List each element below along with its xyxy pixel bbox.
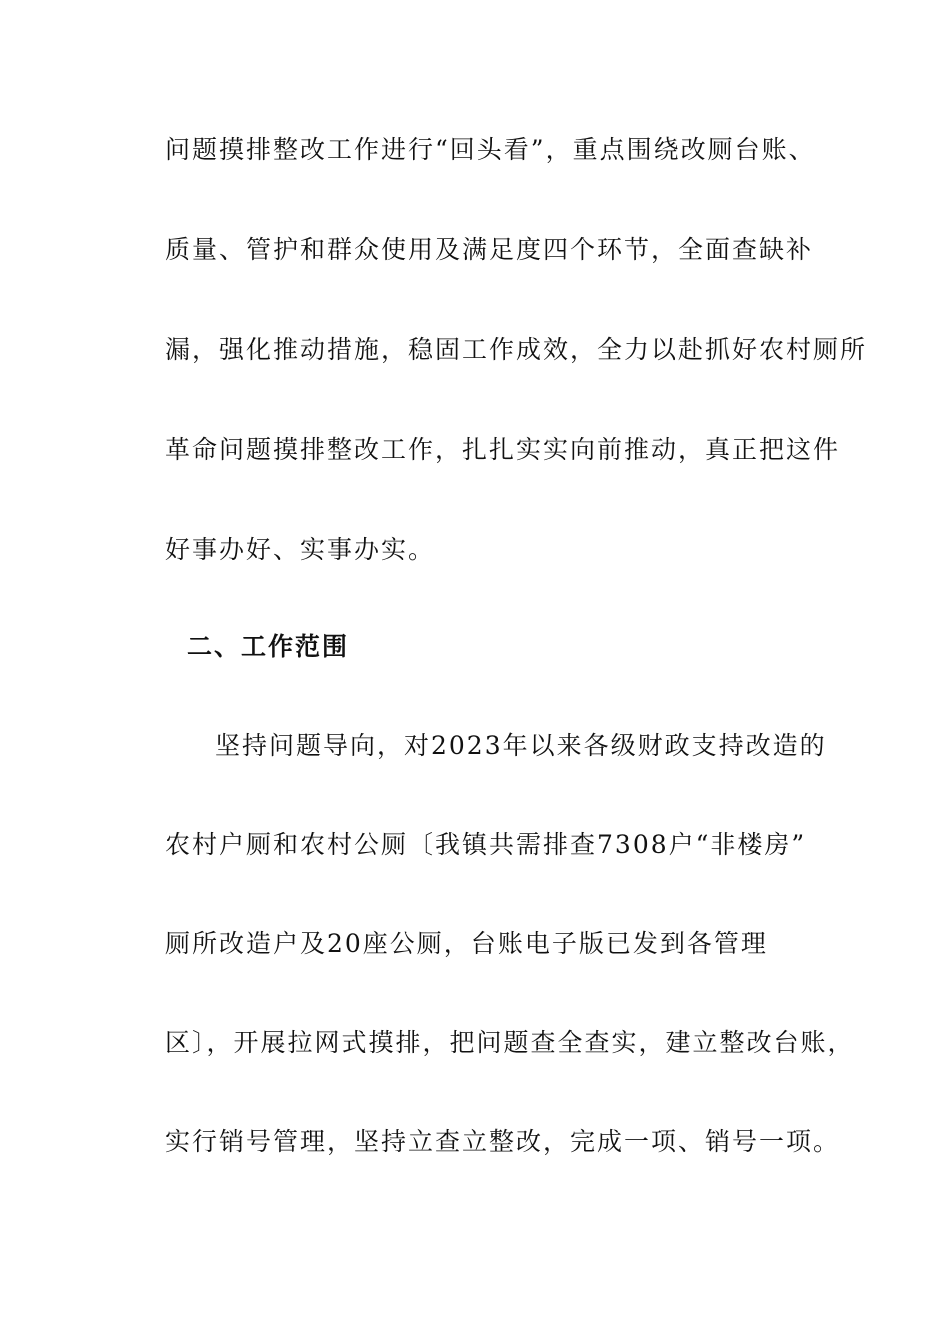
paragraph-line: 实行销号管理，坚持立查立整改，完成一项、销号一项。: [165, 1127, 841, 1156]
paragraph-line: 漏，强化推动措施，稳固工作成效，全力以赴抓好农村厕所: [165, 335, 868, 364]
paragraph-line: 坚持问题导向，对2023年以来各级财政支持改造的: [215, 731, 827, 760]
paragraph-line: 质量、管护和群众使用及满足度四个环节，全面查缺补: [165, 235, 814, 264]
paragraph-line: 问题摸排整改工作进行“回头看”，重点围绕改厕台账、: [165, 135, 816, 164]
paragraph-line: 区〕，开展拉网式摸排，把问题查全查实，建立整改台账，: [165, 1028, 855, 1057]
paragraph-line: 革命问题摸排整改工作，扎扎实实向前推动，真正把这件: [165, 435, 841, 464]
paragraph-line: 农村户厕和农村公厕〔我镇共需排查7308户“非楼房”: [165, 830, 807, 859]
paragraph-line: 厕所改造户及20座公厕，台账电子版已发到各管理: [165, 929, 768, 958]
paragraph-line: 好事办好、实事办实。: [165, 535, 436, 564]
section-heading: 二、工作范围: [187, 632, 350, 661]
